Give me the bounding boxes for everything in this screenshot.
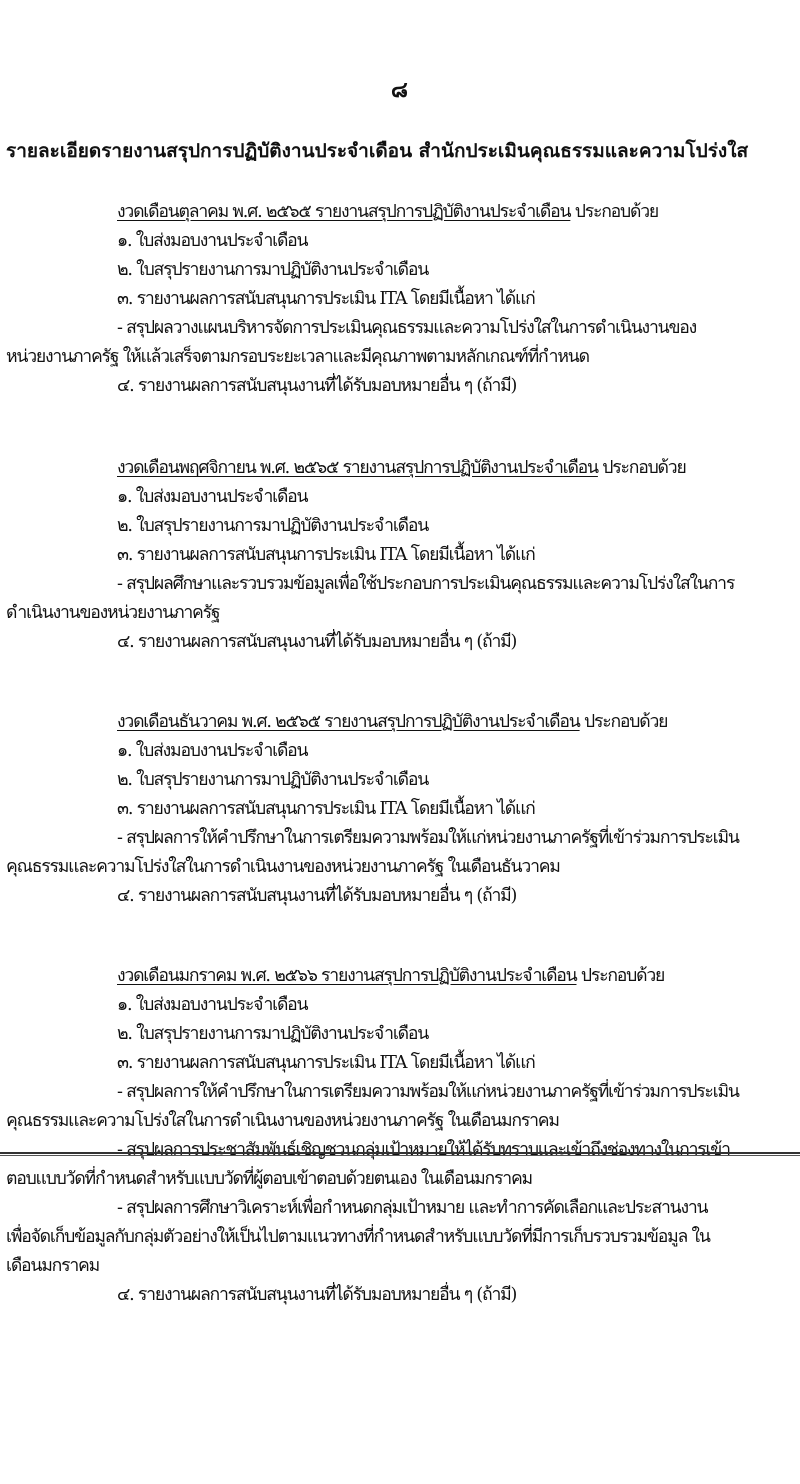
list-item: ๔. รายงานผลการสนับสนุนงานที่ได้รับมอบหมายอื่น ๆ (ถ้ามี): [117, 632, 517, 652]
detail-line: เดือนมกราคม: [6, 1256, 99, 1276]
list-item: ๓. รายงานผลการสนับสนุนการประเมิน ITA โดยมีเนื้อหา ได้แก่: [117, 1053, 535, 1073]
section-december: [0, 708, 800, 911]
section-heading: [0, 454, 800, 483]
document-title: รายละเอียดรายงานสรุปการปฏิบัติงานประจำเดือน สำนักประเมินคุณธรรมและความโปร่งใส: [6, 140, 749, 162]
list-item: ๒. ใบสรุปรายงานการมาปฏิบัติงานประจำเดือน: [117, 770, 429, 790]
detail-line: ตอบแบบวัดที่กำหนดสำหรับแบบวัดที่ผู้ตอบเข้าตอบด้วยตนเอง ในเดือนมกราคม: [6, 1169, 532, 1189]
section-heading-suffix: ประกอบด้วย: [597, 458, 686, 478]
list-item: ๑. ใบส่งมอบงานประจำเดือน: [117, 995, 308, 1015]
section-heading-underlined: งวดเดือนธันวาคม พ.ศ. ๒๕๖๕ รายงานสรุปการปฏิบัติงานประจำเดือน: [117, 712, 580, 732]
detail-line: - สรุปผลศึกษาและรวบรวมข้อมูลเพื่อใช้ประกอบการประเมินคุณธรรมและความโปร่งใสในการ: [117, 574, 735, 594]
page-number: ๘: [391, 77, 409, 103]
detail-line: - สรุปผลการให้คำปรึกษาในการเตรียมความพร้อมให้แก่หน่วยงานภาครัฐที่เข้าร่วมการประเมิน: [117, 1082, 739, 1102]
list-item: ๑. ใบส่งมอบงานประจำเดือน: [117, 741, 308, 761]
section-heading-suffix: ประกอบด้วย: [579, 712, 668, 732]
section-heading: [0, 962, 800, 991]
section-heading-underlined: งวดเดือนพฤศจิกายน พ.ศ. ๒๕๖๕ รายงานสรุปการปฏิบัติงานประจำเดือน: [117, 458, 598, 478]
list-item: ๓. รายงานผลการสนับสนุนการประเมิน ITA โดยมีเนื้อหา ได้แก่: [117, 545, 535, 565]
detail-line: ดำเนินงานของหน่วยงานภาครัฐ: [6, 603, 220, 623]
list-item: ๒. ใบสรุปรายงานการมาปฏิบัติงานประจำเดือน: [117, 260, 429, 280]
list-item: ๑. ใบส่งมอบงานประจำเดือน: [117, 487, 308, 507]
list-item: ๔. รายงานผลการสนับสนุนงานที่ได้รับมอบหมายอื่น ๆ (ถ้ามี): [117, 886, 517, 906]
section-heading-underlined: งวดเดือนตุลาคม พ.ศ. ๒๕๖๕ รายงานสรุปการปฏิบัติงานประจำเดือน: [117, 202, 571, 222]
footer-divider: [0, 1152, 800, 1156]
section-heading: [0, 708, 800, 737]
section-october: [0, 198, 800, 401]
section-heading-suffix: ประกอบด้วย: [570, 202, 659, 222]
detail-line: เพื่อจัดเก็บข้อมูลกับกลุ่มตัวอย่างให้เป็นไปตามแนวทางที่กำหนดสำหรับแบบวัดที่มีการเก็บรวบรวมข้อมูล ใน: [6, 1227, 710, 1247]
detail-line: - สรุปผลวางแผนบริหารจัดการประเมินคุณธรรมและความโปร่งใสในการดำเนินงานของ: [117, 318, 697, 338]
detail-line: - สรุปผลการประชาสัมพันธ์เชิญชวนกลุ่มเป้าหมายให้ได้รับทราบและเข้าถึงช่องทางในการเข้า: [117, 1140, 730, 1160]
section-heading: [0, 198, 800, 227]
list-item: ๒. ใบสรุปรายงานการมาปฏิบัติงานประจำเดือน: [117, 1024, 429, 1044]
list-item: ๒. ใบสรุปรายงานการมาปฏิบัติงานประจำเดือน: [117, 516, 429, 536]
detail-line: - สรุปผลการให้คำปรึกษาในการเตรียมความพร้อมให้แก่หน่วยงานภาครัฐที่เข้าร่วมการประเมิน: [117, 828, 739, 848]
detail-line: - สรุปผลการศึกษาวิเคราะห์เพื่อกำหนดกลุ่มเป้าหมาย และทำการคัดเลือกและประสานงาน: [117, 1198, 708, 1218]
section-november: [0, 454, 800, 657]
list-item: ๓. รายงานผลการสนับสนุนการประเมิน ITA โดยมีเนื้อหา ได้แก่: [117, 799, 535, 819]
list-item: ๔. รายงานผลการสนับสนุนงานที่ได้รับมอบหมายอื่น ๆ (ถ้ามี): [117, 1285, 517, 1305]
list-item: ๔. รายงานผลการสนับสนุนงานที่ได้รับมอบหมายอื่น ๆ (ถ้ามี): [117, 376, 517, 396]
section-heading-underlined: งวดเดือนมกราคม พ.ศ. ๒๕๖๖ รายงานสรุปการปฏิบัติงานประจำเดือน: [117, 966, 577, 986]
detail-line: คุณธรรมและความโปร่งใสในการดำเนินงานของหน่วยงานภาครัฐ ในเดือนธันวาคม: [6, 857, 560, 877]
detail-line: คุณธรรมและความโปร่งใสในการดำเนินงานของหน่วยงานภาครัฐ ในเดือนมกราคม: [6, 1111, 559, 1131]
list-item: ๑. ใบส่งมอบงานประจำเดือน: [117, 231, 308, 251]
list-item: ๓. รายงานผลการสนับสนุนการประเมิน ITA โดยมีเนื้อหา ได้แก่: [117, 289, 535, 309]
section-heading-suffix: ประกอบด้วย: [576, 966, 665, 986]
detail-line: หน่วยงานภาครัฐ ให้แล้วเสร็จตามกรอบระยะเวลาและมีคุณภาพตามหลักเกณฑ์ที่กำหนด: [6, 347, 589, 367]
section-january: [0, 962, 800, 1310]
